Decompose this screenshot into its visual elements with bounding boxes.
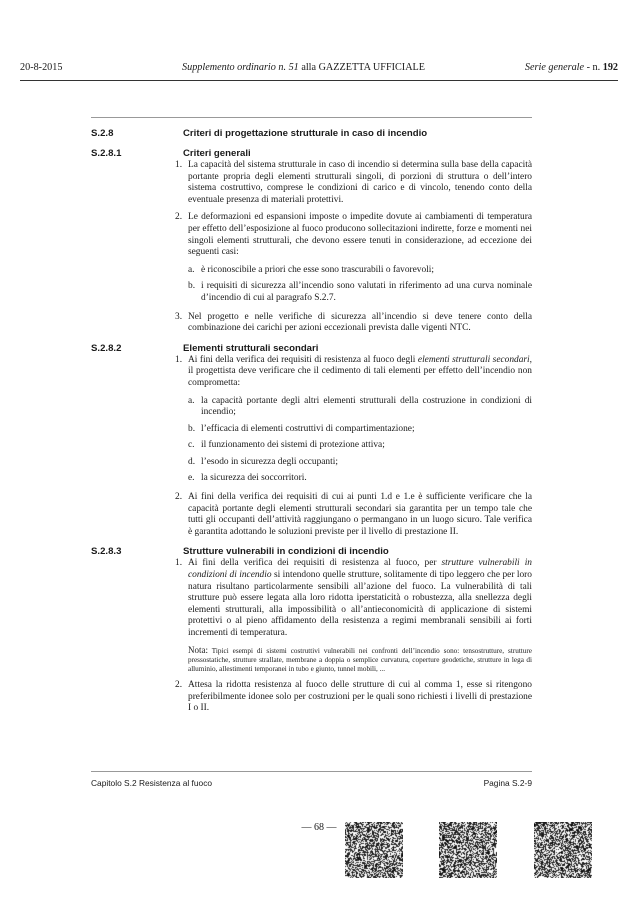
list-item xyxy=(175,492,532,538)
barcode-2 xyxy=(439,822,497,878)
item-text: Nel progetto e nelle verifiche di sicurezza all’incendio si deve tenere conto della combinazione dei carichi per azioni eccezionali prevista dalle vigenti NTC. xyxy=(188,311,532,334)
header-publication xyxy=(182,62,425,73)
list-item xyxy=(175,558,532,674)
sub-list xyxy=(188,396,532,486)
item-body xyxy=(188,212,532,309)
list-item xyxy=(175,355,532,490)
sub-item-letter: a. xyxy=(188,395,195,406)
item-number: 1. xyxy=(175,354,183,365)
header-gazette: alla GAZZETTA UFFICIALE xyxy=(301,62,426,73)
header-rule xyxy=(20,80,618,81)
sub-item-text: è riconoscibile a priori che esse sono trascurabili o favorevoli; xyxy=(201,264,434,275)
top-divider xyxy=(91,117,532,118)
item-text: Ai fini della verifica dei requisiti di cui ai punti 1.d e 1.e è sufficiente verificare che la capacità portante degli elementi strutturali secondari sia garantita per un tempo tale che tutti gli occupanti dell’attività raggiungano o permangano in un luogo sicuro. Tale verifica è garantita adottando le soluzioni previste per il livello di prestazione II. xyxy=(188,492,532,537)
section-body-s282 xyxy=(175,355,532,539)
sub-item-letter: a. xyxy=(188,264,195,275)
sub-item xyxy=(188,457,532,469)
barcode-3 xyxy=(534,822,592,878)
section-title: Criteri di progettazione strutturale in caso di incendio xyxy=(183,128,428,139)
item-text-pre: Ai fini della verifica dei requisiti di resistenza al fuoco degli xyxy=(188,354,418,365)
section-title: Strutture vulnerabili in condizioni di incendio xyxy=(183,546,389,558)
list-item xyxy=(175,312,532,335)
list-item xyxy=(175,212,532,309)
security-codes xyxy=(345,822,620,878)
section-heading-s28 xyxy=(91,128,532,140)
section-number: S.2.8 xyxy=(91,128,114,139)
item-text xyxy=(188,355,532,390)
item-number: 2. xyxy=(175,680,183,691)
list-item xyxy=(175,160,532,206)
note-text: Tipici esempi di sistemi costruttivi vulnerabili nei confronti dell’incendio sono: tensostrutture, strutture pressostatiche, strutture strallate, membrane a doppia o semplice curvatura, coperture geodetiche, strutture in lega di alluminio, allestimenti temporanei in tubo e giunto, tunnel mobili, ... xyxy=(188,646,532,673)
page-content xyxy=(91,124,532,715)
item-number: 1. xyxy=(175,558,183,569)
list-item xyxy=(175,680,532,715)
sub-item xyxy=(188,473,532,485)
item-text-pre: Ai fini della verifica dei requisiti di resistenza al fuoco, per xyxy=(188,558,442,569)
item-text-post: , il progettista deve verificare che il cedimento di tali elementi per effetto dell’incendio non comprometta: xyxy=(188,354,532,388)
sub-item-letter: b. xyxy=(188,423,196,434)
item-number: 3. xyxy=(175,311,183,322)
sub-item-text: l’efficacia di elementi costruttivi di compartimentazione; xyxy=(201,423,415,434)
barcode-1 xyxy=(345,822,403,878)
item-text: La capacità del sistema strutturale in caso di incendio si determina sulla base della capacità portante propria degli elementi strutturali singoli, di porzioni di struttura o dell’intero sistema costruttivo, comprese le condizioni di carico e di vincolo, tenendo conto della eventuale presenza di materiali protettivi. xyxy=(188,160,532,205)
item-body xyxy=(188,355,532,490)
sub-item-text: la sicurezza dei soccorritori. xyxy=(201,473,307,484)
running-header xyxy=(0,62,638,76)
header-series-sep: - n. xyxy=(584,62,603,73)
note-box xyxy=(188,646,532,675)
sub-item xyxy=(188,396,532,419)
sub-item-text: i requisiti di sicurezza all’incendio sono valutati in riferimento ad una curva nominale d’incendio di cui al paragrafo S.2.7. xyxy=(201,281,532,303)
section-heading-s282 xyxy=(91,343,532,355)
section-number: S.2.8.3 xyxy=(91,546,122,558)
section-body-s281 xyxy=(175,160,532,335)
footer-page: Pagina S.2-9 xyxy=(483,778,532,788)
sub-item-text: il funzionamento dei sistemi di protezione attiva; xyxy=(201,440,385,451)
item-number: 2. xyxy=(175,492,183,503)
item-text-post: si intendono quelle strutture, solitamente di tipo leggero che per loro natura risultano particolarmente sensibili all’azione del fuoco. La vulnerabilità di tali strutture può essere legata alla loro ridotta iperstaticità o robustezza, alla snellezza degli elementi strutturali, alla impossibilità o all’antieconomicità di applicazione di sistemi protettivi o al pieno affidamento della resistenza a regimi membranali sensibili ai forti incrementi di temperatura. xyxy=(188,570,532,638)
sub-item xyxy=(188,265,532,277)
page-number: — 68 — xyxy=(301,822,337,833)
sub-list xyxy=(188,265,532,305)
item-body xyxy=(188,558,532,674)
section-heading-s283 xyxy=(91,546,532,558)
sub-item-letter: b. xyxy=(188,281,196,292)
sub-item xyxy=(188,440,532,452)
item-text-emphasis: strutture vulnerabili in condizioni di incendio xyxy=(188,558,532,581)
sub-item-text: l’esodo in sicurezza degli occupanti; xyxy=(201,456,338,467)
item-text xyxy=(188,558,532,639)
section-heading-s281 xyxy=(91,148,532,160)
section-number: S.2.8.1 xyxy=(91,148,122,159)
item-text-emphasis: elementi strutturali secondari xyxy=(417,354,530,365)
header-series-label: Serie generale xyxy=(524,62,585,73)
item-text: Attesa la ridotta resistenza al fuoco delle strutture di cui al comma 1, esse si ritengono preferibilmente idonee solo per costruzioni per le quali sono richiesti i livelli di prestazione I o II. xyxy=(188,680,532,714)
section-number: S.2.8.2 xyxy=(91,342,122,354)
header-series-number: 192 xyxy=(602,62,618,73)
item-text: Le deformazioni ed espansioni imposte o impedite dovute ai cambiamenti di temperatura per effetto dell’esposizione al fuoco producono sollecitazioni indirette, forze e momenti nei singoli elementi strutturali, che devono essere tenuti in considerazione, ad eccezione dei seguenti casi: xyxy=(188,212,532,258)
note-label: Nota: xyxy=(188,644,208,655)
sub-item-letter: d. xyxy=(188,456,196,467)
sub-item xyxy=(188,281,532,304)
sub-item-letter: c. xyxy=(188,440,195,451)
section-title: Criteri generali xyxy=(183,148,251,159)
item-number: 2. xyxy=(175,212,183,223)
header-series xyxy=(525,62,618,73)
sub-item xyxy=(188,424,532,436)
footer-rule xyxy=(91,771,532,772)
header-date: 20-8-2015 xyxy=(20,62,63,73)
sub-item-letter: e. xyxy=(188,473,195,484)
section-body-s283 xyxy=(175,558,532,715)
section-title: Elementi strutturali secondari xyxy=(183,342,319,354)
footer-chapter: Capitolo S.2 Resistenza al fuoco xyxy=(91,778,213,788)
item-number: 1. xyxy=(175,160,183,170)
sub-item-text: la capacità portante degli altri elementi strutturali della costruzione in condizioni di incendio; xyxy=(201,395,532,418)
header-supplement: Supplemento ordinario n. 51 xyxy=(182,62,299,73)
